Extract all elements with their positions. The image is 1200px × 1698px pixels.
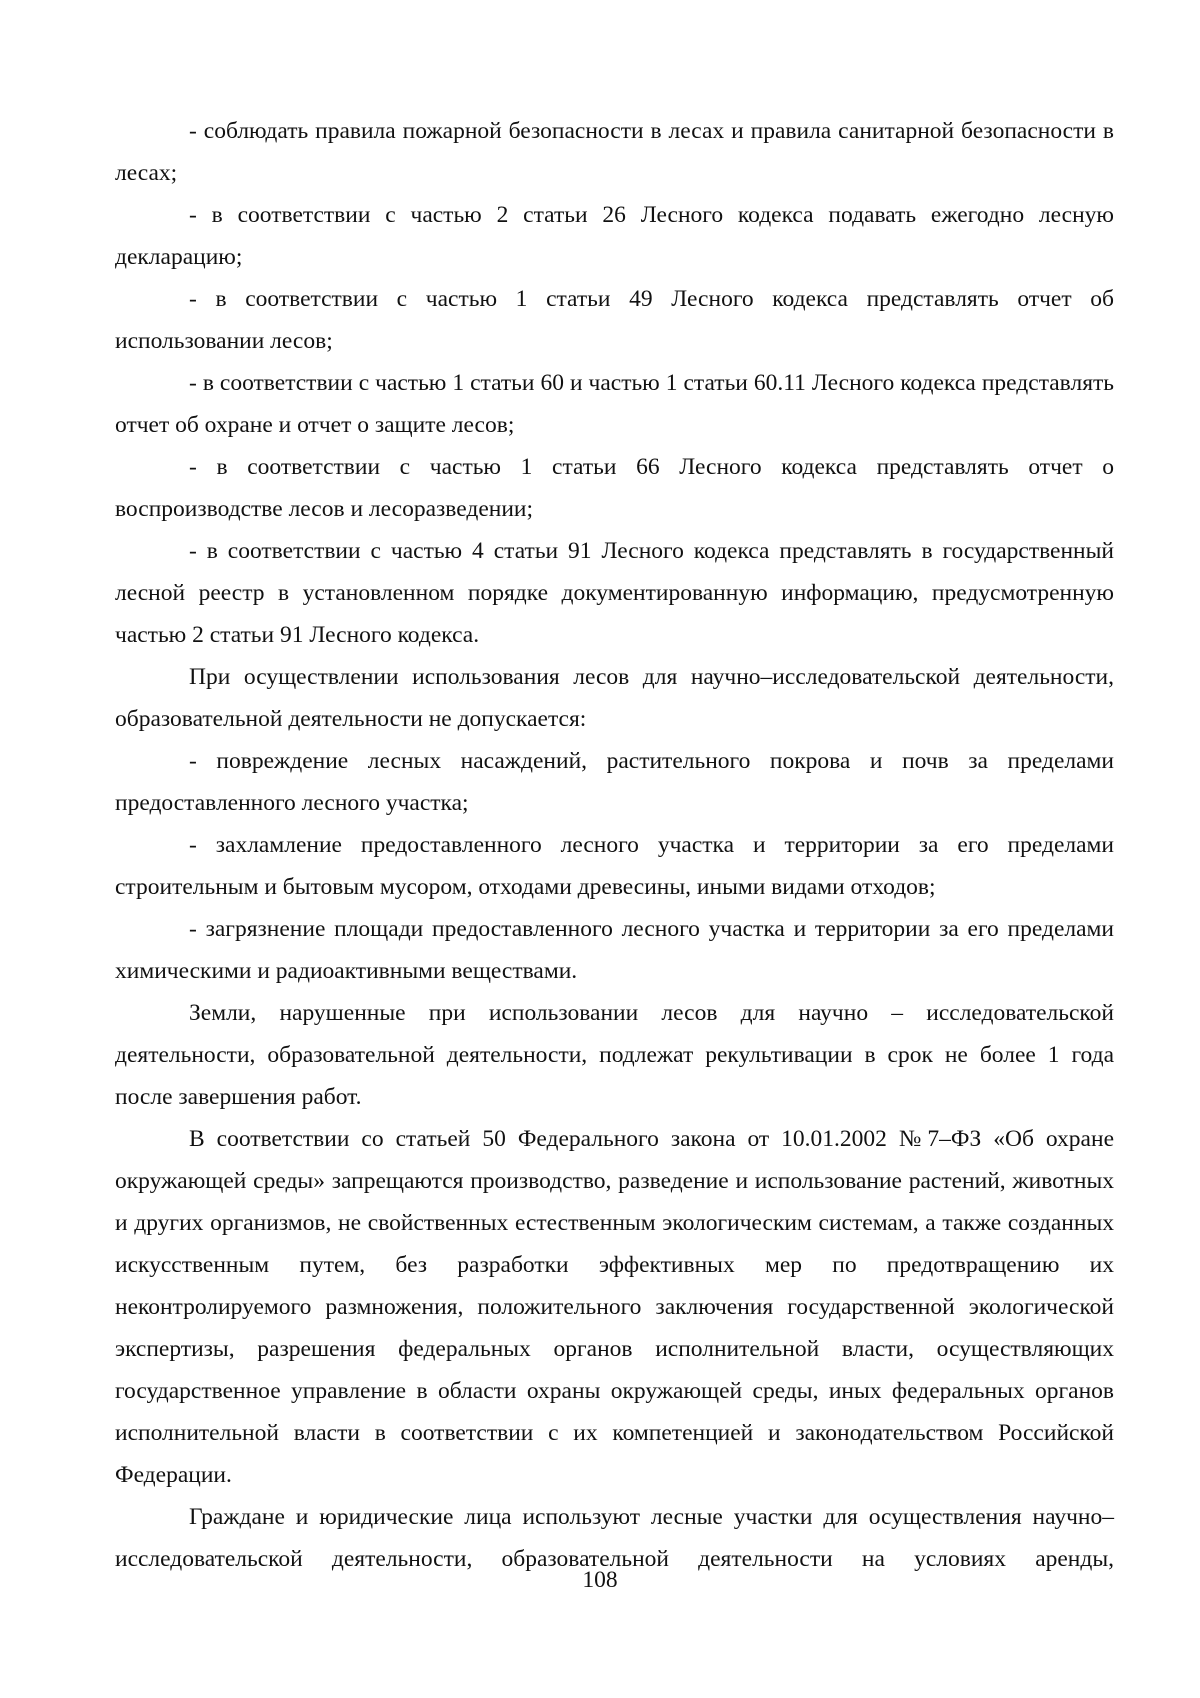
paragraph-pollution-prohibition: - загрязнение площади предоставленного лесного участка и территории за его пределами химическими и радиоактивными веществами. <box>115 916 1114 984</box>
paragraph-land-recultivation: Земли, нарушенные при использовании лесов для научно – исследовательской деятельности, образовательной деятельности, подлежат рекультивации в срок не более 1 года после завершения работ. <box>115 1000 1114 1110</box>
paragraph-reproduction-report: - в соответствии с частью 1 статьи 66 Лесного кодекса представлять отчет о воспроизводстве лесов и лесоразведении; <box>115 454 1114 522</box>
paragraph-fire-safety: - соблюдать правила пожарной безопасности в лесах и правила санитарной безопасности в лесах; <box>115 118 1114 186</box>
paragraph-prohibitions-intro: При осуществлении использования лесов для научно–исследовательской деятельности, образовательной деятельности не допускается: <box>115 664 1114 732</box>
paragraph-usage-report: - в соответствии с частью 1 статьи 49 Лесного кодекса представлять отчет об использовании лесов; <box>115 286 1114 354</box>
paragraph-federal-law: В соответствии со статьей 50 Федерального закона от 10.01.2002 №7–ФЗ «Об охране окружающей среды» запрещаются производство, разведение и использование растений, животных и других организмов, не свойственных естественным экологическим системам, а также созданных искусственным путем, без разработки эффективных мер по предотвращению их неконтролируемого размножения, положительного заключения государственной экологической экспертизы, разрешения федеральных органов исполнительной власти, осуществляющих государственное управление в области охраны окружающей среды, иных федеральных органов исполнительной власти в соответствии с их компетенцией и законодательством Российской Федерации. <box>115 1126 1114 1488</box>
paragraph-forest-registry: - в соответствии с частью 4 статьи 91 Лесного кодекса представлять в государственный лесной реестр в установленном порядке документированную информацию, предусмотренную частью 2 статьи 91 Лесного кодекса. <box>115 538 1114 648</box>
paragraph-damage-prohibition: - повреждение лесных насаждений, растительного покрова и почв за пределами предоставленного лесного участка; <box>115 748 1114 816</box>
paragraph-littering-prohibition: - захламление предоставленного лесного участка и территории за его пределами строительным и бытовым мусором, отходами древесины, иными видами отходов; <box>115 832 1114 900</box>
paragraph-forest-declaration: - в соответствии с частью 2 статьи 26 Лесного кодекса подавать ежегодно лесную декларацию; <box>115 202 1114 270</box>
paragraph-lease-conditions: Граждане и юридические лица используют лесные участки для осуществления научно–исследовательской деятельности, образовательной деятельности на условиях аренды, <box>115 1504 1114 1572</box>
page-number: 108 <box>582 1567 618 1593</box>
paragraph-protection-report: - в соответствии с частью 1 статьи 60 и частью 1 статьи 60.11 Лесного кодекса представлять отчет об охране и отчет о защите лесов; <box>115 370 1114 438</box>
document-body <box>115 110 1114 1580</box>
